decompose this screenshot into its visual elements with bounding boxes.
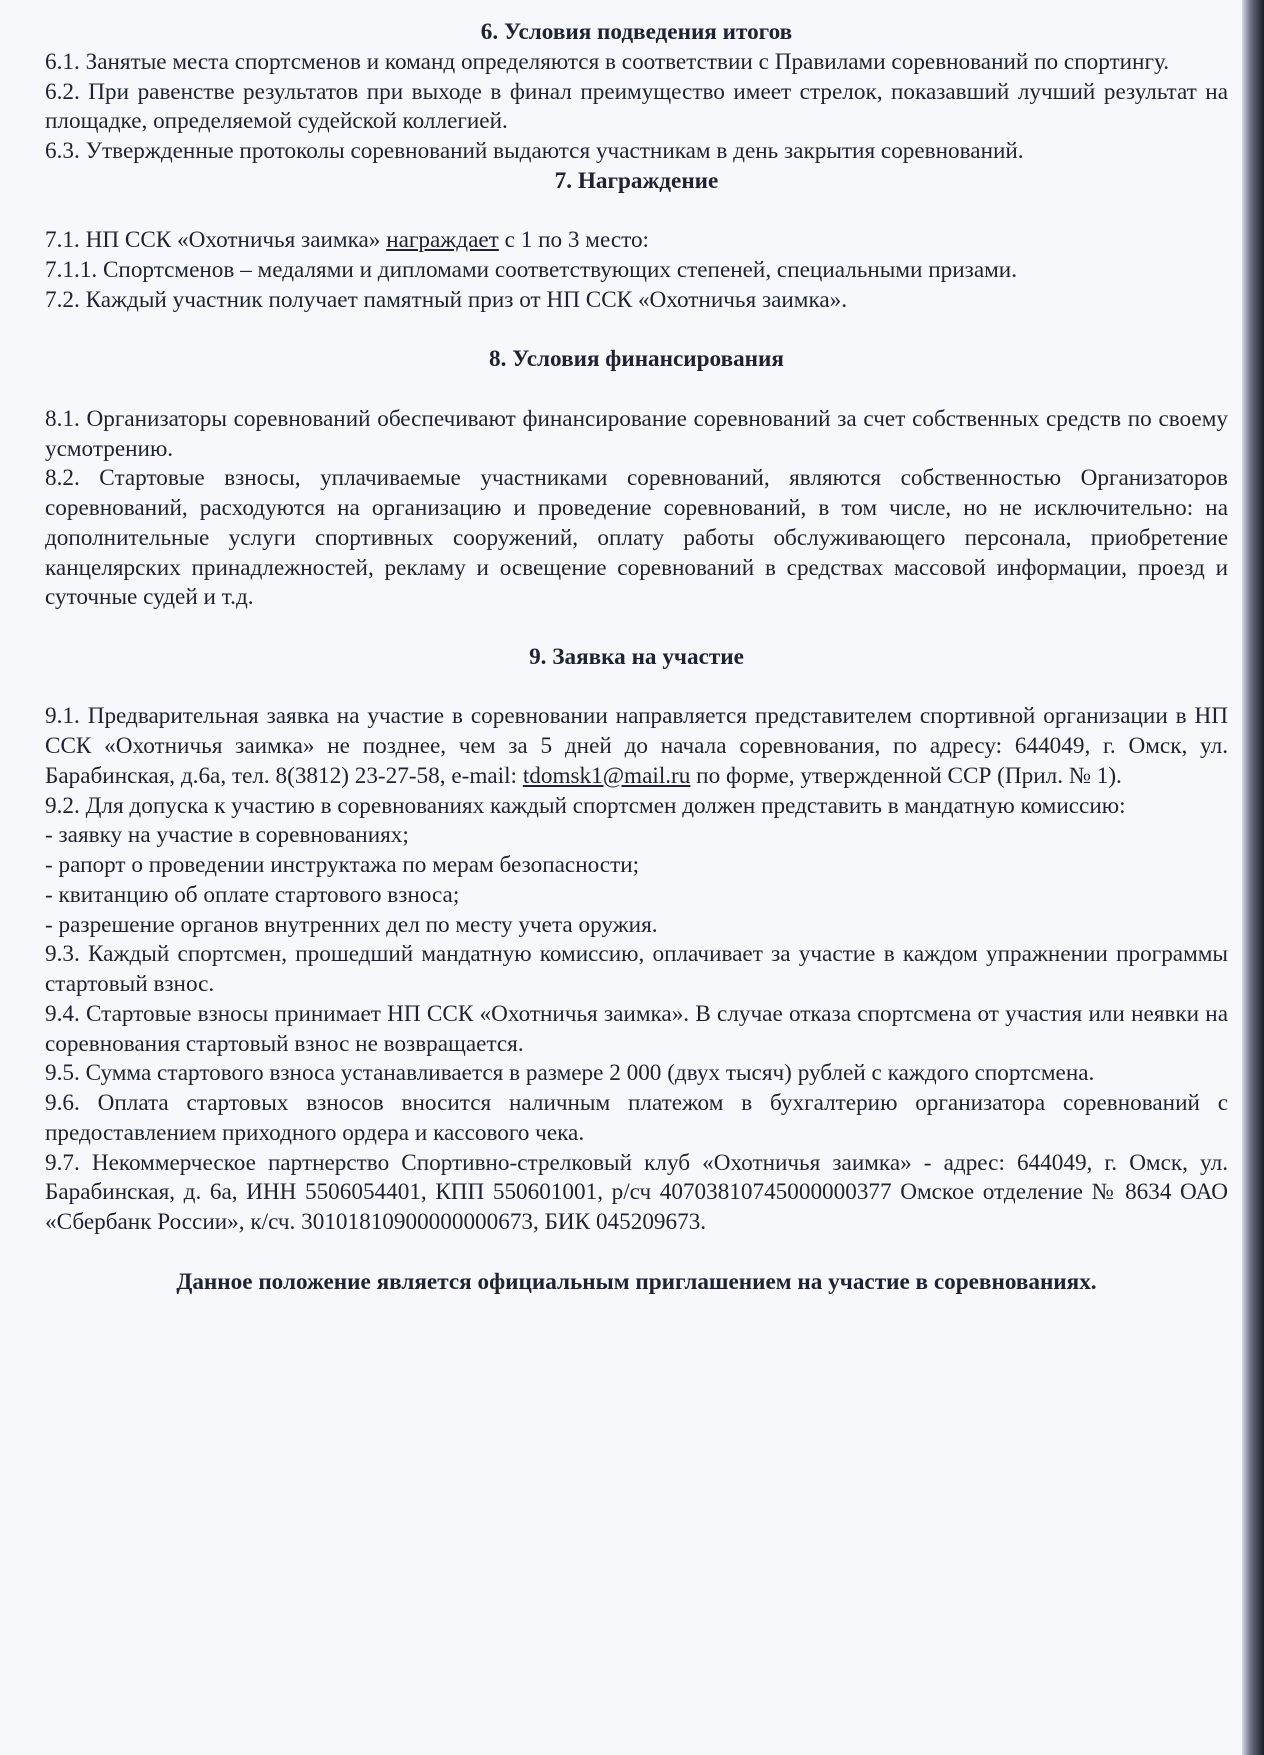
list-item: - разрешение органов внутренних дел по месту учета оружия. <box>45 911 658 938</box>
final-statement: Данное положение является официальным приглашением на участие в соревнованиях. <box>176 1268 1097 1295</box>
para-6-2: 6.2. При равенстве результатов при выходе в финал преимущество имеет стрелок, показавший лучший результат на площадке, определяемой судейской коллегией. <box>45 78 1228 135</box>
para-7-1 <box>45 226 1228 256</box>
document-page <box>45 18 1228 1297</box>
para-8-1: 8.1. Организаторы соревнований обеспечивают финансирование соревнований за счет собственных средств по своему усмотрению. <box>45 405 1228 462</box>
para-7-1-text: 7.1. НП ССК «Охотничья заимка» <box>45 227 387 254</box>
para-9-1-text: 9.1. Предварительная заявка на участие в соревновании направляется представителем спортивной организации в НП ССК «Охотничья заимка» не позднее, чем за 5 дней до начала соревнования, по адресу: 644049, г. Омск, ул. Барабинская, д.6а, тел. 8(3812) 23-27-58, e-mail: <box>45 703 1228 789</box>
section-7-title: 7. Награждение <box>554 167 719 194</box>
email-link[interactable]: tdomsk1@mail.ru <box>522 762 691 789</box>
list-item: - заявку на участие в соревнованиях; <box>45 822 409 849</box>
para-9-2: 9.2. Для допуска к участию в соревнованиях каждый спортсмен должен представить в мандатную комиссию: <box>45 792 1126 819</box>
para-9-4: 9.4. Стартовые взносы принимает НП ССК «Охотничья заимка». В случае отказа спортсмена от участия или неявки на соревнования стартовый взнос не возвращается. <box>45 1000 1228 1057</box>
para-9-6: 9.6. Оплата стартовых взносов вносится наличным платежом в бухгалтерию организатора соревнований с предоставлением приходного ордера и кассового чека. <box>45 1090 1228 1146</box>
scan-edge <box>1242 0 1264 1755</box>
para-9-5: 9.5. Сумма стартового взноса устанавливается в размере 2 000 (двух тысяч) рублей с каждого спортсмена. <box>45 1060 1095 1087</box>
para-9-1-tail: по форме, утвержденной ССР (Прил. № 1). <box>690 762 1122 789</box>
list-item: - рапорт о проведении инструктажа по мерам безопасности; <box>45 852 640 878</box>
para-9-7: 9.7. Некоммерческое партнерство Спортивно-стрелковый клуб «Охотничья заимка» - адрес: 644049, г. Омск, ул. Барабинская, д. 6а, ИНН 5506054401, КПП 550601001, р/сч 40703810745000000377 Омское отделение № 8634 ОАО «Сбербанк России», к/сч. 30101810900000000673, БИК 045209673. <box>45 1149 1228 1235</box>
para-9-3: 9.3. Каждый спортсмен, прошедший мандатную комиссию, оплачивает за участие в каждом упражнении программы стартовый взнос. <box>45 941 1228 997</box>
section-8-title: 8. Условия финансирования <box>489 346 784 373</box>
para-6-3: 6.3. Утвержденные протоколы соревнований выдаются участникам в день закрытия соревнований. <box>45 138 1024 164</box>
para-7-1-1: 7.1.1. Спортсменов – медалями и дипломами соответствующих степеней, специальными призами. <box>45 257 1017 283</box>
section-9-title: 9. Заявка на участие <box>529 643 744 670</box>
list-item: - квитанцию об оплате стартового взноса; <box>45 881 460 908</box>
para-7-2: 7.2. Каждый участник получает памятный приз от НП ССК «Охотничья заимка». <box>45 286 848 313</box>
underlined-word: награждает <box>386 227 499 254</box>
para-6-1: 6.1. Занятые места спортсменов и команд определяются в соответствии с Правилами соревнований по спортингу. <box>45 48 1170 75</box>
para-7-1-tail: с 1 по 3 место: <box>498 227 649 254</box>
para-8-2: 8.2. Стартовые взносы, уплачиваемые участниками соревнований, являются собственностью Организаторов соревнований, расходуются на организацию и проведение соревнований, в том числе, но не исключительно: на дополнительные услуги спортивных сооружений, оплату работы обслуживающего персонала, приобретение канцелярских принадлежностей, рекламу и освещение соревнований в средствах массовой информации, проезд и суточные судей и т.д. <box>45 465 1228 611</box>
section-6-title: 6. Условия подведения итогов <box>480 19 793 45</box>
para-9-1 <box>45 702 1228 791</box>
